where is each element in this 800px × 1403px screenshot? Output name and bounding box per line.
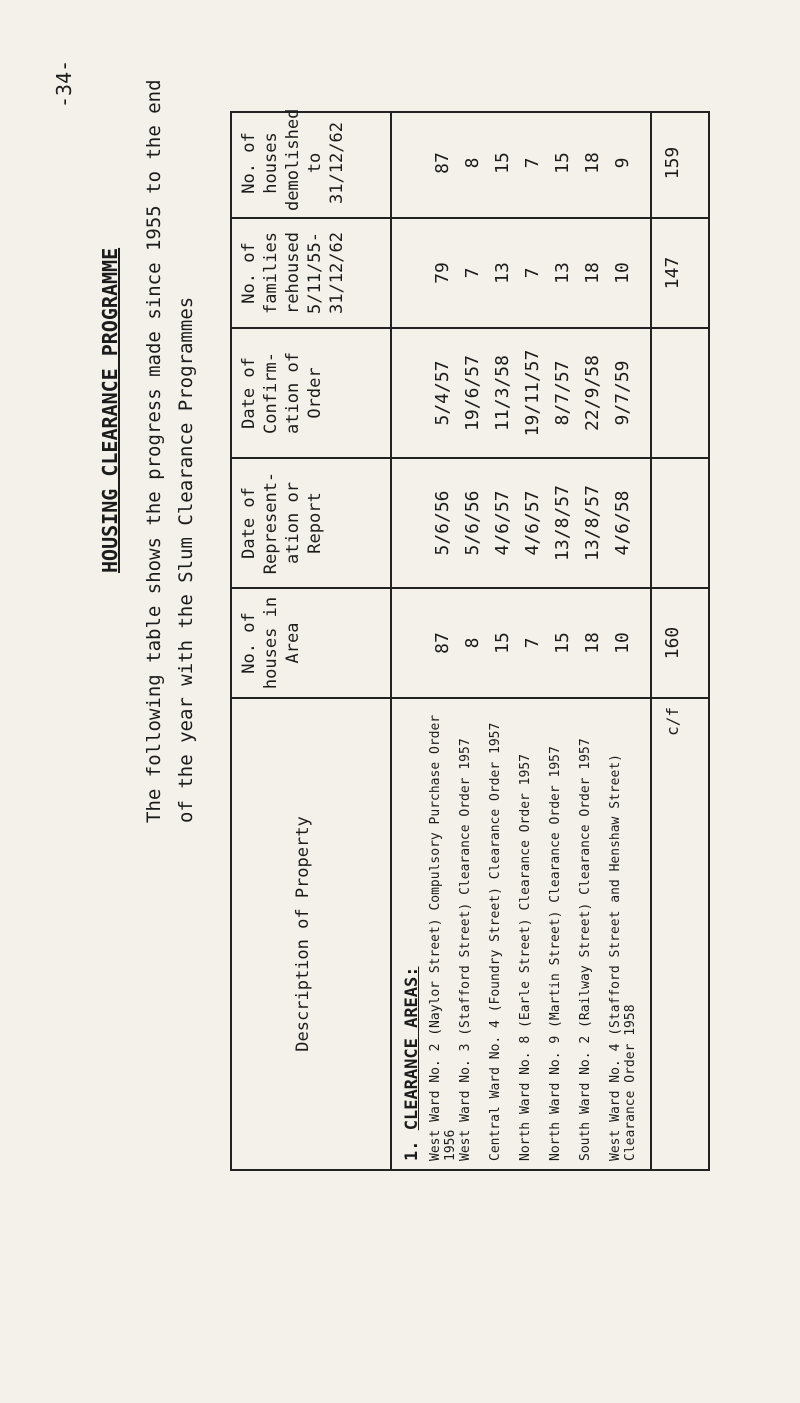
cell-demolished: 15 xyxy=(552,152,573,174)
cell-representation: 4/6/57 xyxy=(492,490,513,556)
cell-families: 79 xyxy=(432,262,453,284)
column-representation xyxy=(232,459,708,589)
total-families: 147 xyxy=(662,256,683,290)
intro-paragraph: The following table shows the progress made since 1955 to the end of the year with the Slum Clearance Programmes xyxy=(143,79,197,823)
row-description: West Ward No. 4 (Stafford Street and Henshaw Street) Clearance Order 1958 xyxy=(608,754,638,1161)
cell-confirmation: 19/6/57 xyxy=(462,355,483,431)
cell-representation: 4/6/58 xyxy=(612,490,633,556)
section-title: CLEARANCE AREAS: xyxy=(402,966,422,1131)
cell-representation: 5/6/56 xyxy=(462,490,483,556)
cell-demolished: 18 xyxy=(582,152,603,174)
cell-families: 7 xyxy=(522,267,543,279)
cell-confirmation: 9/7/59 xyxy=(612,360,633,426)
row-description: West Ward No. 2 (Naylor Street) Compulsory Purchase Order 1956 xyxy=(428,714,458,1161)
header-representation: Date of Represent- ation or Report xyxy=(239,471,325,575)
header-confirmation: Date of Confirm- ation of Order xyxy=(239,352,325,434)
cell-demolished: 87 xyxy=(432,152,453,174)
column-houses xyxy=(232,589,708,699)
cell-families: 13 xyxy=(552,262,573,284)
cell-confirmation: 22/9/58 xyxy=(582,355,603,431)
cell-houses: 10 xyxy=(612,632,633,654)
header-demolished: No. of houses demolished to 31/12/62 xyxy=(239,108,347,211)
cell-demolished: 9 xyxy=(612,157,633,169)
cell-confirmation: 11/3/58 xyxy=(492,355,513,431)
header-families: No. of families rehoused 5/11/55- 31/12/62 xyxy=(239,232,347,314)
column-families xyxy=(232,219,708,329)
cell-families: 18 xyxy=(582,262,603,284)
cell-houses: 15 xyxy=(492,632,513,654)
row-description: West Ward No. 3 (Stafford Street) Clearance Order 1957 xyxy=(458,738,473,1161)
cell-confirmation: 5/4/57 xyxy=(432,360,453,426)
clearance-table xyxy=(230,108,710,1171)
cell-houses: 18 xyxy=(582,632,603,654)
carried-forward-label: c/f xyxy=(663,707,682,736)
column-description xyxy=(232,699,708,1169)
total-houses: 160 xyxy=(662,626,683,660)
page-heading: HOUSING CLEARANCE PROGRAMME xyxy=(98,247,122,573)
header-houses: No. of houses in Area xyxy=(239,596,303,690)
row-description: South Ward No. 2 (Railway Street) Clearance Order 1957 xyxy=(578,738,593,1161)
cell-families: 7 xyxy=(462,267,483,279)
section-number: 1. xyxy=(402,1140,422,1161)
cell-houses: 7 xyxy=(522,637,543,649)
cell-representation: 5/6/56 xyxy=(432,490,453,556)
cell-representation: 13/8/57 xyxy=(582,485,603,561)
cell-confirmation: 8/7/57 xyxy=(552,360,573,426)
cell-demolished: 7 xyxy=(522,157,543,169)
cell-representation: 13/8/57 xyxy=(552,485,573,561)
cell-demolished: 15 xyxy=(492,152,513,174)
row-description: Central Ward No. 4 (Foundry Street) Clearance Order 1957 xyxy=(488,722,503,1161)
page-number: -34- xyxy=(52,59,76,108)
cell-houses: 8 xyxy=(462,637,483,649)
cell-confirmation: 19/11/57 xyxy=(522,349,543,437)
row-description: North Ward No. 9 (Martin Street) Clearance Order 1957 xyxy=(548,746,563,1161)
cell-representation: 4/6/57 xyxy=(522,490,543,556)
cell-houses: 15 xyxy=(552,632,573,654)
cell-houses: 87 xyxy=(432,632,453,654)
total-demolished: 159 xyxy=(662,146,683,180)
cell-families: 13 xyxy=(492,262,513,284)
header-description: Description of Property xyxy=(293,816,313,1052)
column-confirmation xyxy=(232,329,708,459)
row-description: North Ward No. 8 (Earle Street) Clearance Order 1957 xyxy=(518,754,533,1161)
cell-demolished: 8 xyxy=(462,157,483,169)
column-demolished xyxy=(232,109,708,219)
section-heading xyxy=(402,967,422,1162)
cell-families: 10 xyxy=(612,262,633,284)
